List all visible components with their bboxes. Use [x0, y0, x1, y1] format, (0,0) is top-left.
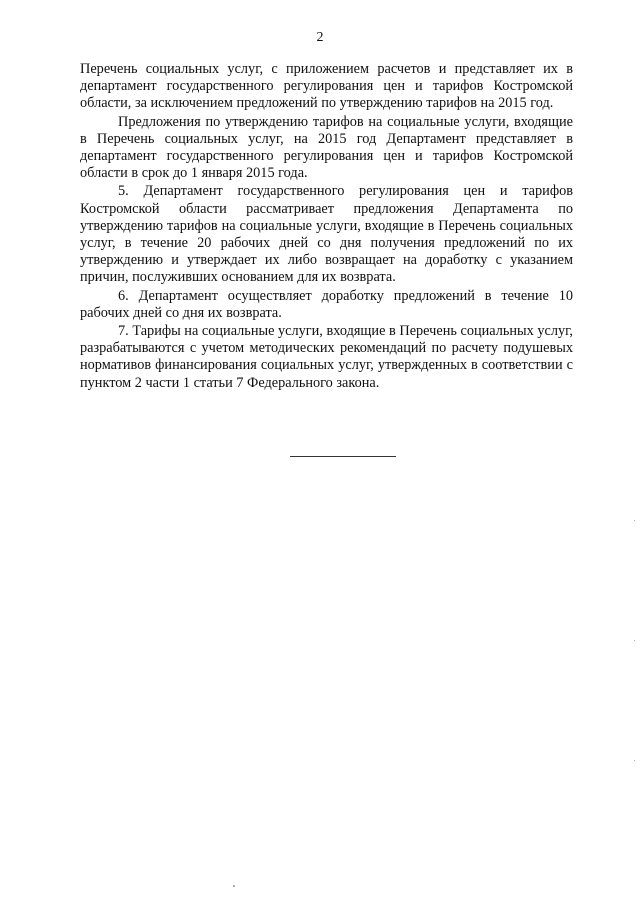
- paragraph-item-7: 7. Тарифы на социальные услуги, входящие в Перечень социальных услуг, разрабатываются с учетом методических рекомендаций по расчету подушевых нормативов финансирования социальных услуг, утвержденных в соответствии с пунктом 2 части 1 статьи 7 Федерального закона.: [80, 323, 573, 391]
- end-separator-line: [290, 456, 396, 457]
- paragraph-continuation: Перечень социальных услуг, с приложением расчетов и представляет их в департамент государственного регулирования цен и тарифов Костромской области, за исключением предложений по утверждению тарифов на 2015 год.: [80, 61, 573, 112]
- scan-speck: [634, 760, 635, 761]
- paragraph-item-5: 5. Департамент государственного регулирования цен и тарифов Костромской области рассматривает предложения Департамента по утверждению тарифов на социальные услуги, входящие в Перечень социальных услуг, в течение 20 рабочих дней со дня получения предложений по их утверждению и утверждает их либо возвращает на доработку с указанием причин, послуживших основанием для их возврата.: [80, 183, 573, 286]
- page-number: 2: [316, 30, 324, 45]
- document-body: [80, 61, 573, 393]
- scan-speck: [634, 640, 635, 641]
- scan-speck: [233, 885, 235, 887]
- paragraph-item-6: 6. Департамент осуществляет доработку предложений в течение 10 рабочих дней со дня их возврата.: [80, 287, 573, 321]
- scan-speck: [634, 520, 635, 521]
- paragraph-tariff-proposals: Предложения по утверждению тарифов на социальные услуги, входящие в Перечень социальных услуг, на 2015 год Департамент представляет в департамент государственного регулирования цен и тарифов Костромской области в срок до 1 января 2015 года.: [80, 113, 573, 182]
